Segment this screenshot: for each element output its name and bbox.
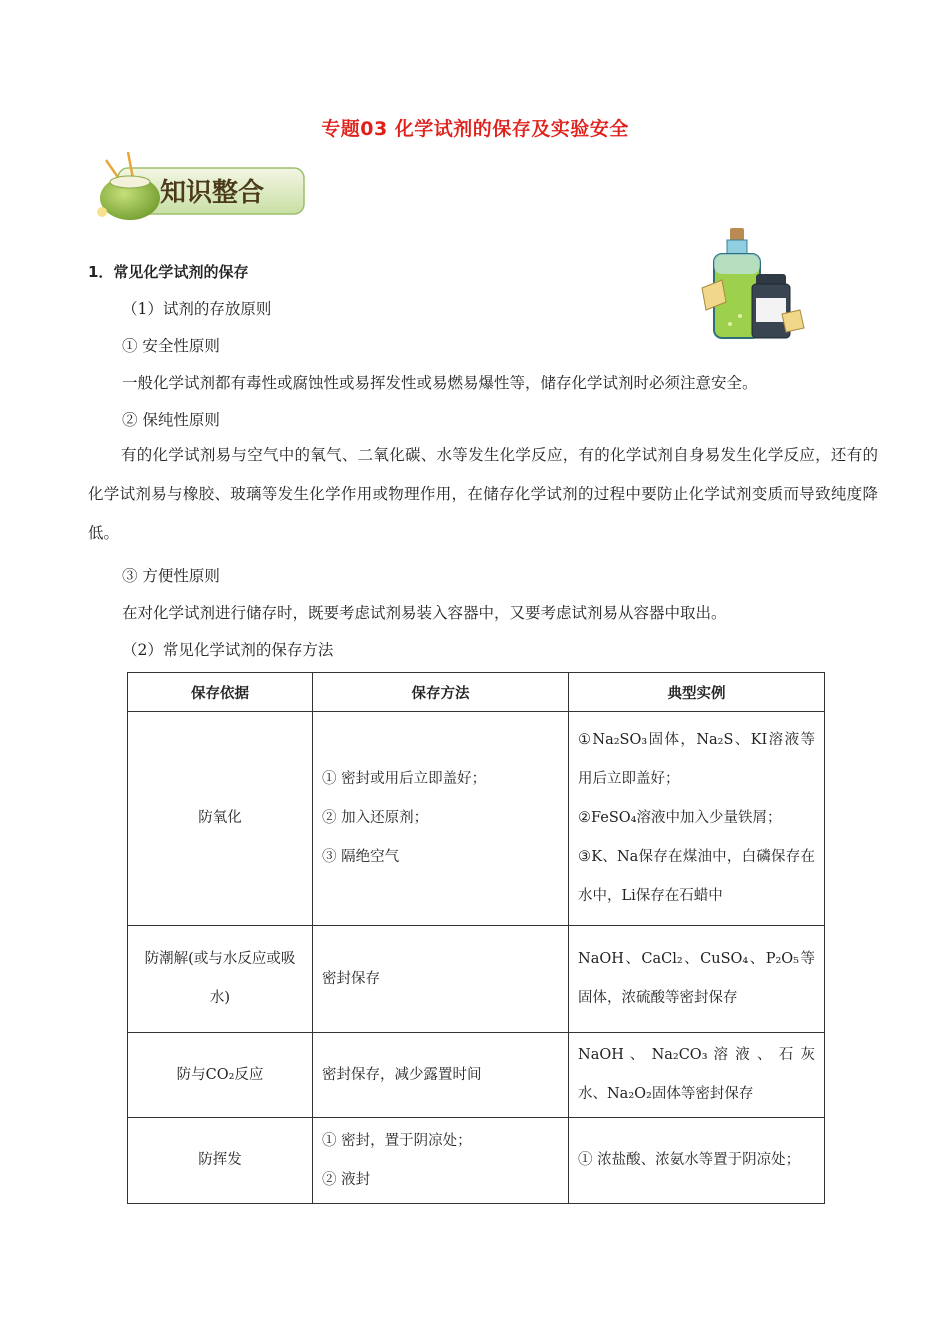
table-header-row bbox=[128, 673, 825, 712]
row-basis: 防挥发 bbox=[128, 1118, 313, 1204]
principle-1-body: 一般化学试剂都有毒性或腐蚀性或易挥发性或易燃易爆性等，储存化学试剂时必须注意安全。 bbox=[122, 374, 758, 392]
table-row bbox=[128, 1033, 825, 1118]
row-basis: 防与CO₂反应 bbox=[128, 1033, 313, 1118]
principle-1-title: ① 安全性原则 bbox=[122, 337, 220, 355]
row-example: NaOH、CaCl₂、CuSO₄、P₂O₅等固体，浓硫酸等密封保存 bbox=[569, 926, 825, 1033]
row-example: ① 浓盐酸、浓氨水等置于阴凉处； bbox=[569, 1118, 825, 1204]
row-method: 密封保存，减少露置时间 bbox=[313, 1033, 569, 1118]
subheading-2: （2）常见化学试剂的保存方法 bbox=[122, 641, 334, 659]
principle-3-body: 在对化学试剂进行储存时，既要考虑试剂易装入容器中，又要考虑试剂易从容器中取出。 bbox=[122, 604, 727, 622]
header-method: 保存方法 bbox=[313, 673, 569, 712]
table-row bbox=[128, 1118, 825, 1204]
row-basis: 防氧化 bbox=[128, 712, 313, 926]
row-example: ①Na₂SO₃固体，Na₂S、KI溶液等用后立即盖好； ②FeSO₄溶液中加入少量铁屑； ③K、Na保存在煤油中，白磷保存在水中，Li保存在石蜡中 bbox=[569, 712, 825, 926]
storage-methods-table bbox=[127, 672, 825, 1204]
row-method: ① 密封或用后立即盖好； ② 加入还原剂； ③ 隔绝空气 bbox=[313, 712, 569, 926]
table-row bbox=[128, 926, 825, 1033]
principle-2-body: 有的化学试剂易与空气中的氧气、二氧化碳、水等发生化学反应，有的化学试剂自身易发生化学反应，还有的化学试剂易与橡胶、玻璃等发生化学作用或物理作用，在储存化学试剂的过程中要防止化学试剂变质而导致纯度降低。 bbox=[88, 446, 878, 542]
subheading-1: （1）试剂的存放原则 bbox=[122, 300, 272, 318]
table-row bbox=[128, 712, 825, 926]
reagent-bottles-illustration bbox=[700, 228, 806, 344]
header-example: 典型实例 bbox=[569, 673, 825, 712]
row-method: ① 密封，置于阴凉处； ② 液封 bbox=[313, 1118, 569, 1204]
knowledge-banner bbox=[88, 150, 308, 222]
header-basis: 保存依据 bbox=[128, 673, 313, 712]
section-heading: 1．常见化学试剂的保存 bbox=[88, 263, 249, 281]
page-title: 专题03 化学试剂的保存及实验安全 bbox=[321, 118, 629, 140]
banner-text: 知识整合 bbox=[160, 178, 265, 208]
row-method: 密封保存 bbox=[313, 926, 569, 1033]
principle-2-title: ② 保纯性原则 bbox=[122, 411, 220, 429]
row-example: NaOH 、 Na₂CO₃ 溶 液 、 石 灰 水、Na₂O₂固体等密封保存 bbox=[569, 1033, 825, 1118]
principle-3-title: ③ 方便性原则 bbox=[122, 567, 220, 585]
row-basis: 防潮解(或与水反应或吸水) bbox=[128, 926, 313, 1033]
